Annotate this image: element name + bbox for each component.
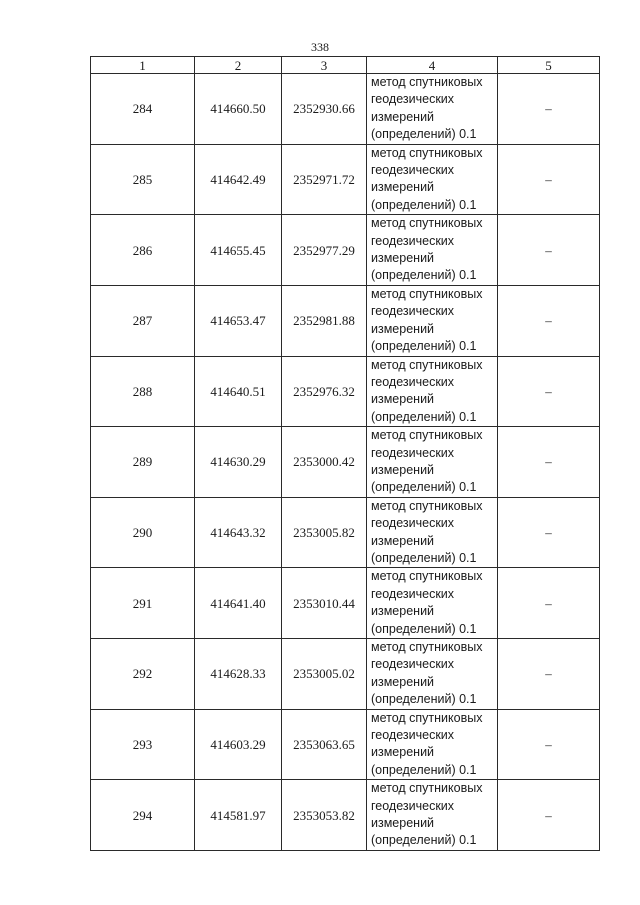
point-number-cell: 292: [91, 639, 195, 710]
method-line: измерений: [371, 251, 435, 266]
method-cell: [367, 780, 498, 851]
note-cell: –: [498, 356, 600, 427]
point-number-cell: 290: [91, 497, 195, 568]
point-number-cell: 293: [91, 709, 195, 780]
method-line: (определений) 0.1: [371, 621, 477, 636]
method-line: геодезических: [371, 92, 455, 107]
x-coordinate-cell: 414655.45: [195, 215, 282, 286]
x-coordinate-cell: 414641.40: [195, 568, 282, 639]
method-line: (определений) 0.1: [371, 762, 477, 777]
method-line: измерений: [371, 604, 435, 619]
method-line: геодезических: [371, 798, 455, 813]
method-line: метод спутниковых: [371, 569, 483, 584]
point-number-cell: 291: [91, 568, 195, 639]
table-row: [91, 709, 600, 780]
note-cell: –: [498, 780, 600, 851]
point-number-cell: 289: [91, 427, 195, 498]
y-coordinate-cell: 2352930.66: [282, 74, 367, 145]
x-coordinate-cell: 414628.33: [195, 639, 282, 710]
method-line: метод спутниковых: [371, 781, 483, 796]
method-line: (определений) 0.1: [371, 268, 477, 283]
method-line: геодезических: [371, 445, 455, 460]
method-line: измерений: [371, 674, 435, 689]
table-row: [91, 356, 600, 427]
note-cell: –: [498, 639, 600, 710]
point-number-cell: 285: [91, 144, 195, 215]
method-line: геодезических: [371, 728, 455, 743]
method-line: (определений) 0.1: [371, 550, 477, 565]
method-cell: [367, 356, 498, 427]
point-number-cell: 286: [91, 215, 195, 286]
note-cell: –: [498, 285, 600, 356]
method-line: метод спутниковых: [371, 145, 483, 160]
method-line: измерений: [371, 392, 435, 407]
x-coordinate-cell: 414643.32: [195, 497, 282, 568]
note-cell: –: [498, 144, 600, 215]
point-number-cell: 287: [91, 285, 195, 356]
method-line: метод спутниковых: [371, 286, 483, 301]
method-cell: [367, 215, 498, 286]
page-number: 338: [311, 40, 329, 54]
method-line: геодезических: [371, 374, 455, 389]
method-line: (определений) 0.1: [371, 197, 477, 212]
table-row: [91, 427, 600, 498]
table-row: [91, 215, 600, 286]
method-line: (определений) 0.1: [371, 692, 477, 707]
x-coordinate-cell: 414653.47: [195, 285, 282, 356]
column-header-4: 4: [367, 57, 498, 74]
method-line: (определений) 0.1: [371, 127, 477, 142]
x-coordinate-cell: 414603.29: [195, 709, 282, 780]
method-cell: [367, 74, 498, 145]
y-coordinate-cell: 2352971.72: [282, 144, 367, 215]
x-coordinate-cell: 414630.29: [195, 427, 282, 498]
column-header-5: 5: [498, 57, 600, 74]
method-line: метод спутниковых: [371, 216, 483, 231]
method-line: (определений) 0.1: [371, 833, 477, 848]
note-cell: –: [498, 427, 600, 498]
note-cell: –: [498, 709, 600, 780]
method-line: измерений: [371, 109, 435, 124]
method-line: измерений: [371, 533, 435, 548]
method-line: геодезических: [371, 304, 455, 319]
point-number-cell: 294: [91, 780, 195, 851]
table-header-row: [91, 57, 600, 74]
y-coordinate-cell: 2353010.44: [282, 568, 367, 639]
note-cell: –: [498, 215, 600, 286]
table-row: [91, 568, 600, 639]
method-line: метод спутниковых: [371, 428, 483, 443]
y-coordinate-cell: 2353005.02: [282, 639, 367, 710]
method-cell: [367, 497, 498, 568]
method-line: метод спутниковых: [371, 498, 483, 513]
method-line: измерений: [371, 180, 435, 195]
method-line: (определений) 0.1: [371, 339, 477, 354]
y-coordinate-cell: 2352977.29: [282, 215, 367, 286]
column-header-1: 1: [91, 57, 195, 74]
method-line: метод спутниковых: [371, 357, 483, 372]
method-line: метод спутниковых: [371, 75, 483, 89]
method-cell: [367, 427, 498, 498]
table-body: [91, 57, 600, 851]
method-line: (определений) 0.1: [371, 480, 477, 495]
column-header-3: 3: [282, 57, 367, 74]
table-row: [91, 285, 600, 356]
coordinates-table: [90, 56, 600, 851]
point-number-cell: 284: [91, 74, 195, 145]
method-cell: [367, 568, 498, 639]
method-line: измерений: [371, 462, 435, 477]
x-coordinate-cell: 414640.51: [195, 356, 282, 427]
y-coordinate-cell: 2353000.42: [282, 427, 367, 498]
method-line: геодезических: [371, 163, 455, 178]
y-coordinate-cell: 2352981.88: [282, 285, 367, 356]
table-row: [91, 497, 600, 568]
note-cell: –: [498, 568, 600, 639]
x-coordinate-cell: 414581.97: [195, 780, 282, 851]
method-line: геодезических: [371, 516, 455, 531]
table-row: [91, 639, 600, 710]
y-coordinate-cell: 2353063.65: [282, 709, 367, 780]
table-row: [91, 74, 600, 145]
method-line: метод спутниковых: [371, 710, 483, 725]
note-cell: –: [498, 74, 600, 145]
method-line: измерений: [371, 816, 435, 831]
column-header-2: 2: [195, 57, 282, 74]
method-line: измерений: [371, 745, 435, 760]
method-cell: [367, 144, 498, 215]
note-cell: –: [498, 497, 600, 568]
method-line: геодезических: [371, 586, 455, 601]
method-line: геодезических: [371, 233, 455, 248]
x-coordinate-cell: 414642.49: [195, 144, 282, 215]
table-row: [91, 144, 600, 215]
y-coordinate-cell: 2353053.82: [282, 780, 367, 851]
method-cell: [367, 285, 498, 356]
method-cell: [367, 639, 498, 710]
method-line: (определений) 0.1: [371, 409, 477, 424]
method-line: измерений: [371, 321, 435, 336]
table-row: [91, 780, 600, 851]
y-coordinate-cell: 2352976.32: [282, 356, 367, 427]
point-number-cell: 288: [91, 356, 195, 427]
method-line: метод спутниковых: [371, 640, 483, 654]
x-coordinate-cell: 414660.50: [195, 74, 282, 145]
method-cell: [367, 709, 498, 780]
y-coordinate-cell: 2353005.82: [282, 497, 367, 568]
method-line: геодезических: [371, 657, 455, 672]
